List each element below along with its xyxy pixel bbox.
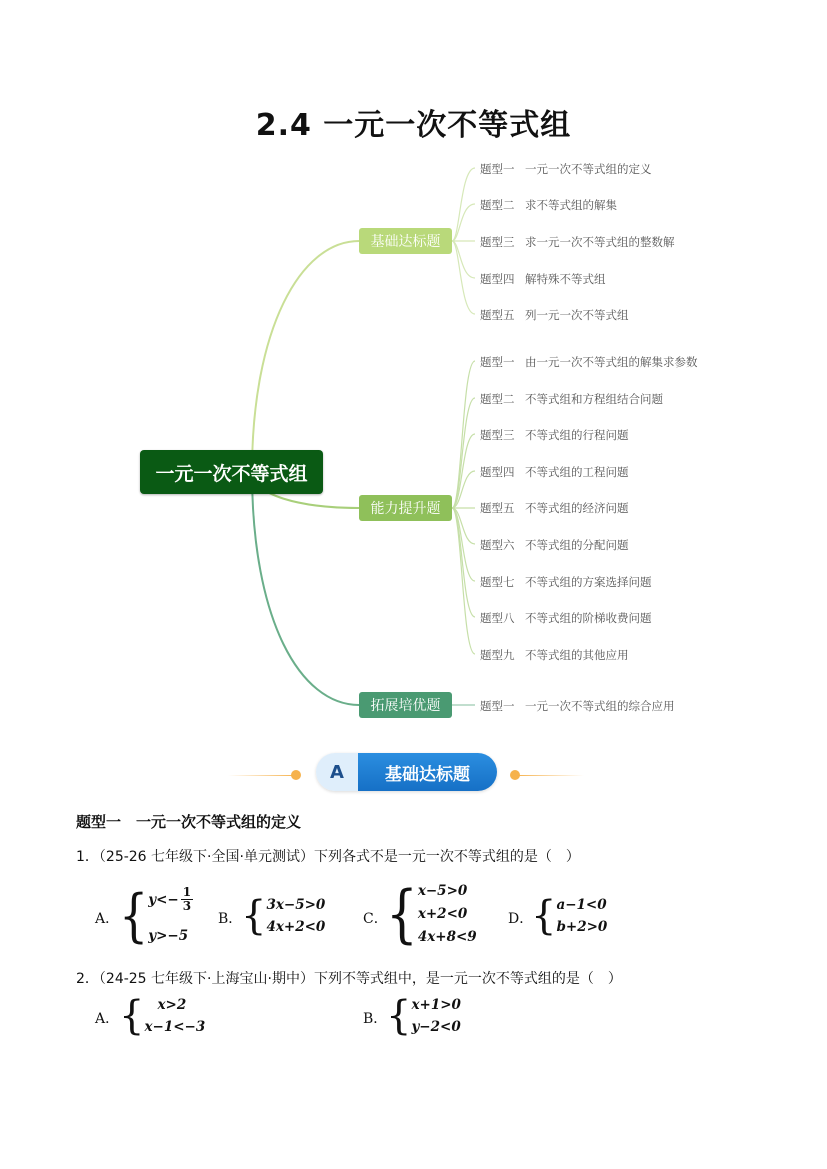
mindmap-leaf: 题型九 不等式组的其他应用: [480, 648, 629, 662]
banner-dot-left: [291, 770, 301, 780]
type-heading: 题型一 一元一次不等式组的定义: [76, 813, 302, 831]
option-label: A．: [95, 911, 120, 927]
mindmap-leaf: 题型一 一元一次不等式组的综合应用: [480, 699, 675, 713]
document-title: 2.4 一元一次不等式组: [255, 108, 572, 143]
mindmap-leaf: 题型二 求不等式组的解集: [480, 198, 617, 212]
mindmap-leaf: 题型三 不等式组的行程问题: [480, 428, 629, 442]
inequality-system: { 3x−5>0 4x+2<0: [241, 893, 326, 939]
mindmap-leaf: 题型五 列一元一次不等式组: [480, 308, 629, 322]
brace-icon: {: [119, 881, 149, 949]
mindmap-leaf: 题型四 不等式组的工程问题: [480, 465, 629, 479]
mindmap-leaf: 题型八 不等式组的阶梯收费问题: [480, 611, 652, 625]
mindmap-leaf: 题型一 一元一次不等式组的定义: [480, 162, 652, 176]
option-label: B．: [363, 1011, 388, 1027]
brace-icon: {: [119, 993, 145, 1039]
mindmap-root: 一元一次不等式组: [140, 450, 323, 494]
banner-line-right: [516, 775, 584, 776]
mindmap-branch-improve: 能力提升题: [359, 495, 452, 521]
inequality-system: { x−5>0 x+2<0 4x+8<9: [386, 877, 477, 951]
mindmap-leaf: 题型四 解特殊不等式组: [480, 272, 606, 286]
inequality-system: { y<− $\frac{1}{3}$ y>−5: [119, 881, 192, 949]
section-letter: A: [316, 753, 358, 791]
question-stem: 1．（25-26 七年级下·全国·单元测试）下列各式不是一元一次不等式组的是（ ）: [76, 849, 580, 865]
mindmap-leaf: 题型七 不等式组的方案选择问题: [480, 575, 652, 589]
section-label: 基础达标题: [358, 753, 497, 791]
inequality-system: { x+1>0 y−2<0: [386, 993, 461, 1039]
banner-line-left: [228, 775, 296, 776]
mindmap-leaf: 题型三 求一元一次不等式组的整数解: [480, 235, 675, 249]
brace-icon: {: [241, 893, 267, 939]
option-label: B．: [218, 911, 243, 927]
inequality-system: { x>2 x−1<−3: [119, 993, 206, 1039]
fraction: $\frac{1}{3}$: [182, 885, 192, 913]
brace-icon: {: [386, 993, 412, 1039]
mindmap-leaf: 题型二 不等式组和方程组结合问题: [480, 392, 663, 406]
mindmap-branch-basic: 基础达标题: [359, 228, 452, 254]
mindmap-leaf: 题型一 由一元一次不等式组的解集求参数: [480, 355, 698, 369]
section-banner: [316, 753, 497, 791]
option-label: C．: [363, 911, 388, 927]
brace-icon: {: [531, 893, 557, 939]
option-label: D．: [508, 911, 534, 927]
option-label: A．: [95, 1011, 120, 1027]
mindmap-leaf: 题型五 不等式组的经济问题: [480, 501, 629, 515]
mindmap-branch-extend: 拓展培优题: [359, 692, 452, 718]
mindmap-leaf: 题型六 不等式组的分配问题: [480, 538, 629, 552]
question-stem: 2．（24-25 七年级下·上海宝山·期中）下列不等式组中，是一元一次不等式组的是（ ）: [76, 971, 622, 987]
brace-icon: {: [386, 877, 418, 951]
inequality-system: { a−1<0 b+2>0: [531, 893, 608, 939]
